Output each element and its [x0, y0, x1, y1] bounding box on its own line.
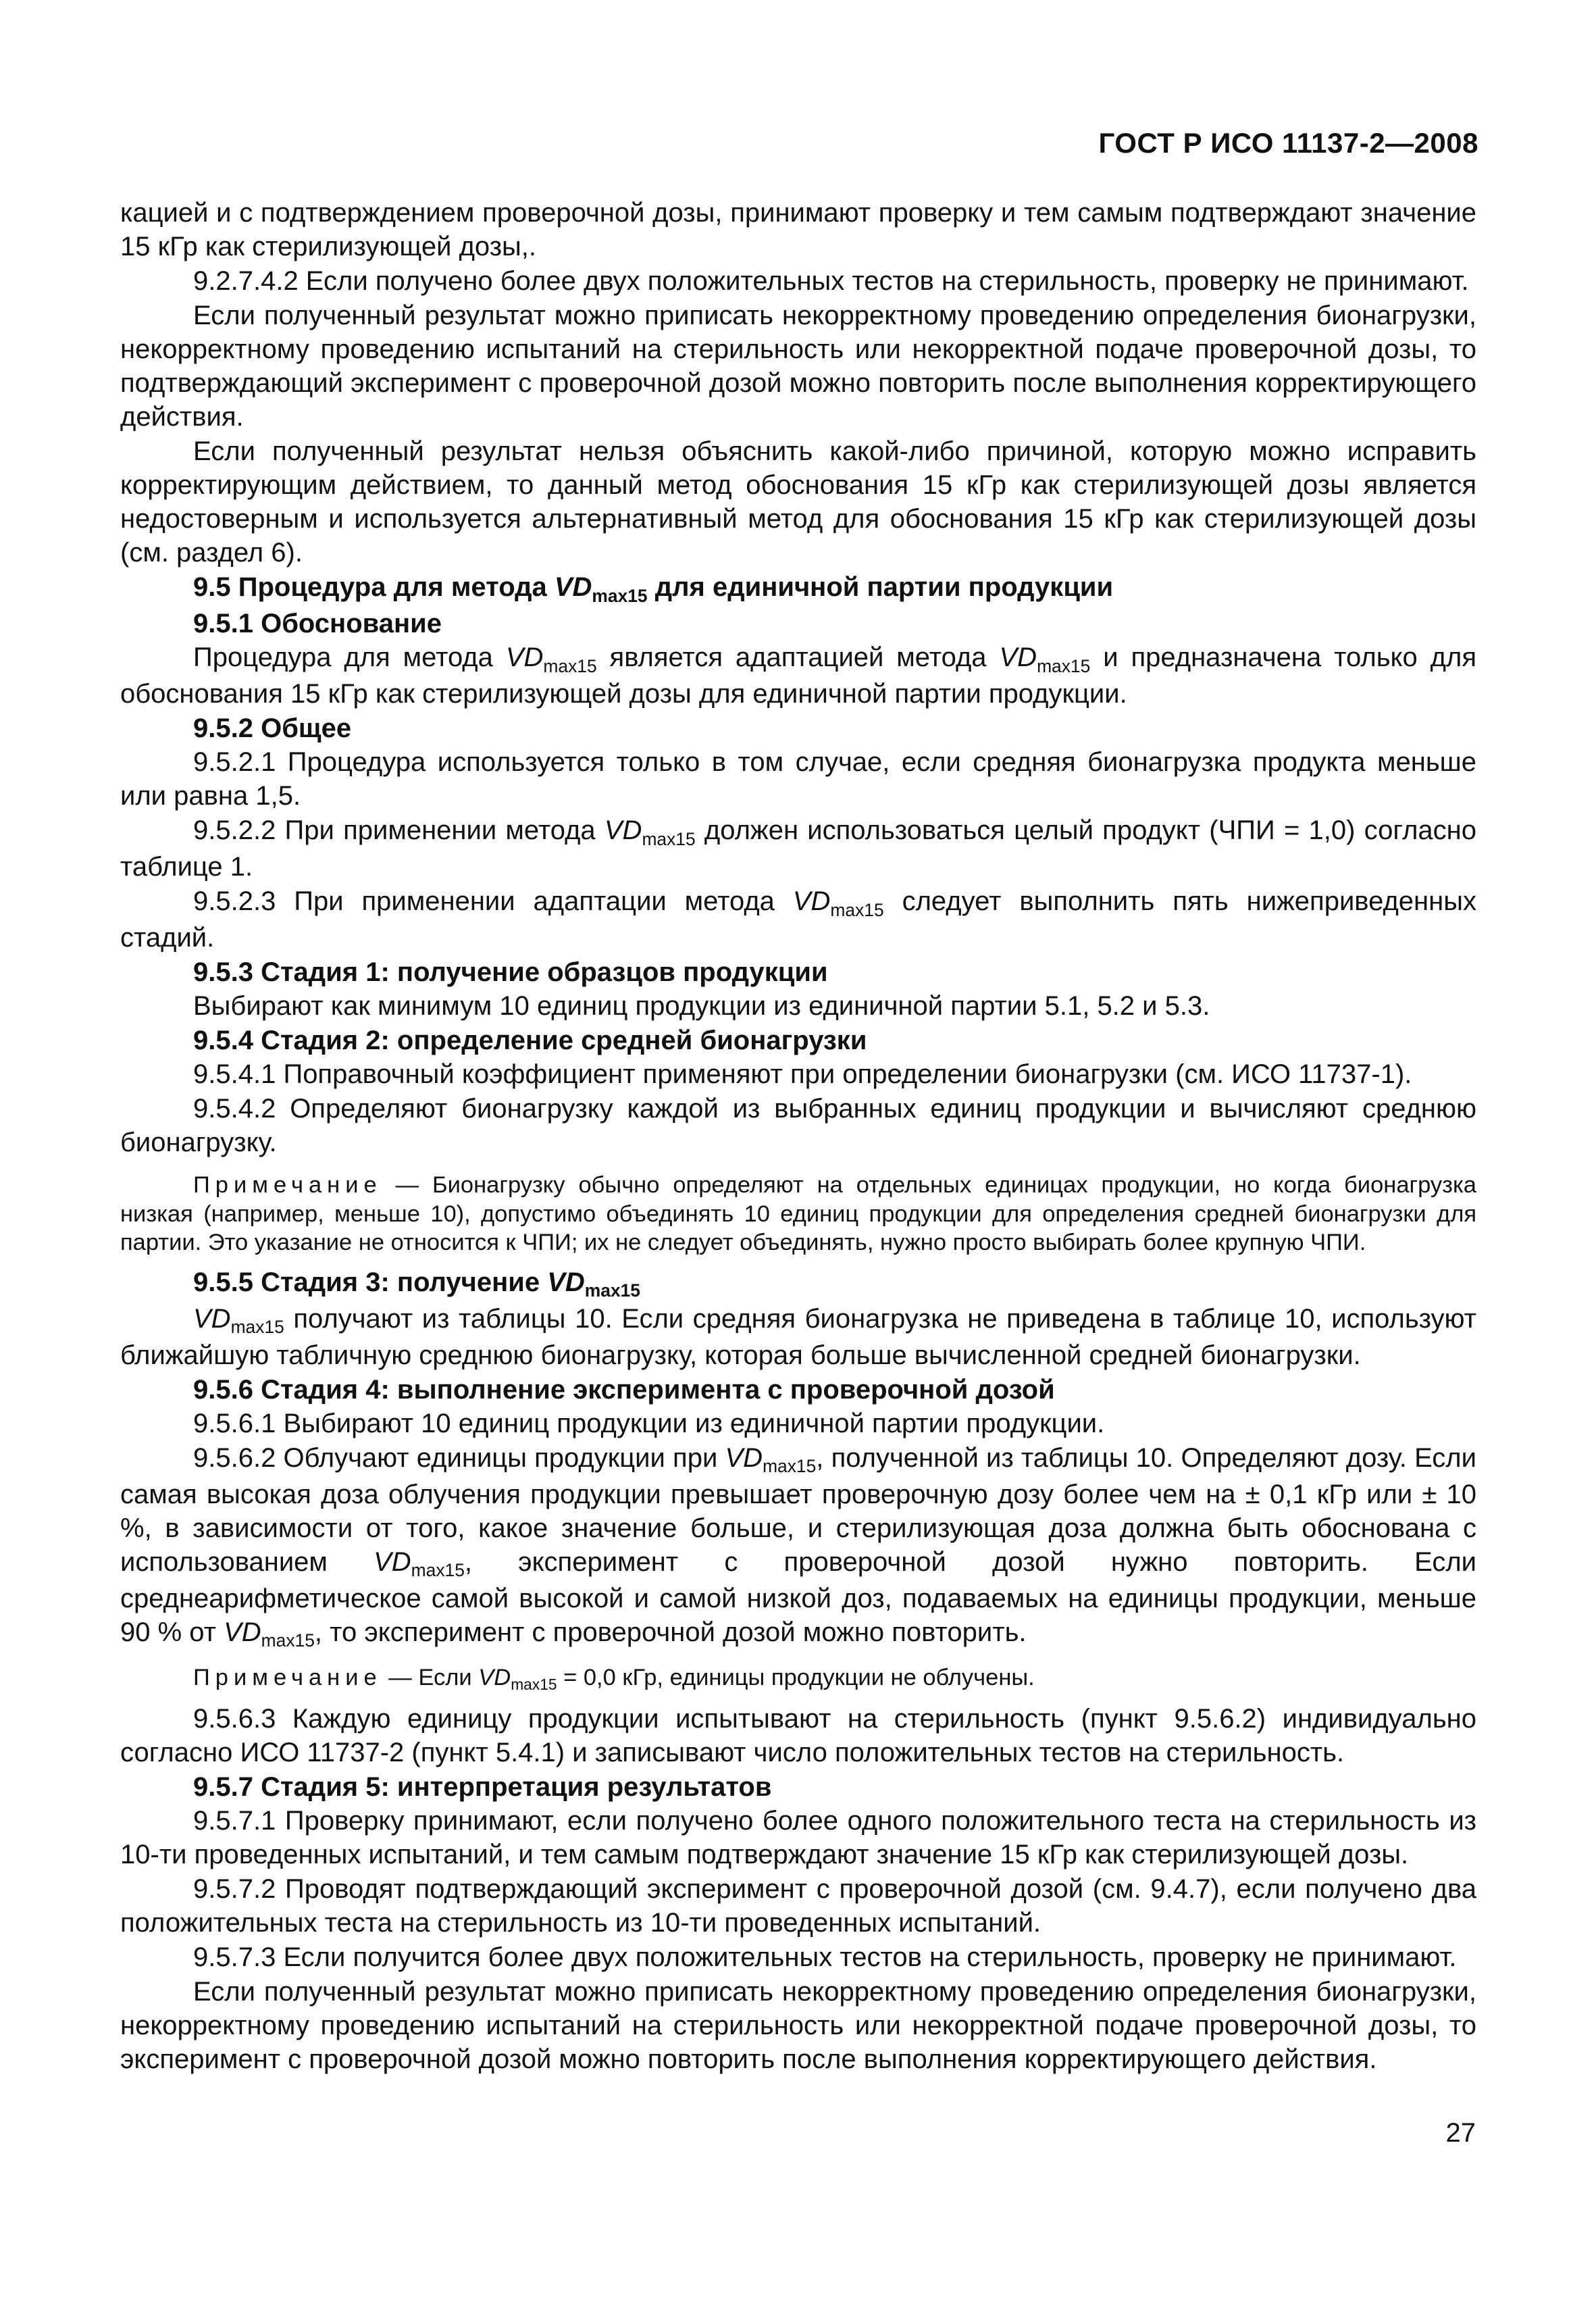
document-body [120, 196, 1476, 2077]
paragraph-9-5-4-2: 9.5.4.2 Определяют бионагрузку каждой из выбранных единиц продукции и вычисляют среднюю бионагрузку. [120, 1094, 1476, 1157]
note-text: = 0,0 кГр, единицы продукции не облучены. [557, 1664, 1035, 1690]
paragraph-9-5-2-3 [120, 884, 1476, 955]
paragraph-9-5-6-2 [120, 1441, 1476, 1652]
vd-subscript: max15 [411, 1560, 465, 1581]
note-bioburden [120, 1171, 1476, 1257]
heading-9-5-6: 9.5.6 Стадия 4: выполнение эксперимента с проверочной дозой [193, 1374, 1055, 1405]
vd-symbol: VD [554, 572, 592, 602]
text-run: , полученной из таблицы 10. Определяют дозу. Если самая высокая доза облучения продукции превышает проверочную дозу более чем на ± 0,1 кГр или ± 10 %, в зависимости от того, какое значение больше, и стерилизующая доза должна быть обоснована с использованием [120, 1442, 1476, 1577]
paragraph-9-5-3: Выбирают как минимум 10 единиц продукции из единичной партии 5.1, 5.2 и 5.3. [193, 991, 1210, 1021]
text-run: 9.5.6.2 Облучают единицы продукции при [193, 1442, 725, 1473]
vd-subscript: max15 [230, 1317, 284, 1338]
text-run: 9.5.2.2 При применении метода [193, 815, 604, 845]
heading-9-5-2: 9.5.2 Общее [193, 713, 352, 743]
heading-9-5-3: 9.5.3 Стадия 1: получение образцов продукции [193, 957, 828, 987]
note-label: Примечание [193, 1172, 382, 1198]
vd-subscript: max15 [1037, 655, 1091, 676]
text-run: должен использоваться целый продукт (ЧПИ = 1,0) согласно таблице 1. [120, 815, 1476, 882]
vd-subscript: max15 [763, 1456, 817, 1477]
vd-subscript: max15 [511, 1676, 557, 1694]
vd-subscript: max15 [592, 585, 648, 606]
heading-text: 9.5 Процедура для метода [193, 572, 555, 602]
vd-symbol: VD [547, 1267, 585, 1297]
page-number: 27 [1445, 2118, 1476, 2148]
text-run: , эксперимент с проверочной дозой нужно повторить. Если среднеарифметическое самой высокой и самой низкой доз, подаваемых на единицы продукции, меньше 90 % от [120, 1546, 1476, 1647]
text-run: 9.5.2.3 При применении адаптации метода [193, 886, 793, 916]
vd-subscript: max15 [584, 1280, 640, 1301]
text-run: получают из таблицы 10. Если средняя бионагрузка не приведена в таблице 10, используют ближайшую табличную среднюю бионагрузку, которая больше вычисленной средней бионагрузки. [120, 1303, 1476, 1370]
paragraph-9-5-7-3: 9.5.7.3 Если получится более двух положительных тестов на стерильность, проверку не принимают. [193, 1942, 1457, 1972]
paragraph-9-2-7-4-2: 9.2.7.4.2 Если получено более двух положительных тестов на стерильность, проверку не принимают. [193, 266, 1469, 296]
note-text: — Бионагрузку обычно определяют на отдельных единицах продукции, но когда бионагрузка низкая (например, меньше 10), допустимо объединять 10 единиц продукции для определения средней бионагрузки для партии. Это указание не относится к ЧПИ; их не следует объединять, нужно просто выбирать более крупную ЧПИ. [120, 1172, 1476, 1255]
note-label: Примечание [193, 1664, 382, 1690]
vd-symbol: VD [725, 1442, 763, 1473]
heading-9-5-7: 9.5.7 Стадия 5: интерпретация результатов [193, 1772, 772, 1802]
vd-subscript: max15 [642, 828, 696, 849]
vd-subscript: max15 [261, 1630, 315, 1651]
paragraph-9-5-6-3: 9.5.6.3 Каждую единицу продукции испытывают на стерильность (пункт 9.5.6.2) индивидуально согласно ИСО 11737-2 (пункт 5.4.1) и записывают число положительных тестов на стерильность. [120, 1704, 1476, 1767]
heading-9-5-1: 9.5.1 Обоснование [193, 609, 442, 638]
paragraph-method-invalid: Если полученный результат нельзя объяснить какой-либо причиной, которую можно исправить корректирующим действием, то данный метод обоснования 15 кГр как стерилизующей дозы является недостоверным и используется альтернативный метод для обоснования 15 кГр как стерилизующей дозы (см. раздел 6). [120, 436, 1476, 568]
vd-symbol: VD [374, 1546, 411, 1577]
vd-symbol: VD [224, 1617, 261, 1647]
note-zero-dose [120, 1663, 1476, 1694]
vd-symbol: VD [792, 886, 831, 916]
text-run: Процедура для метода [193, 643, 506, 672]
paragraph-9-5-5 [120, 1302, 1476, 1372]
paragraph-repeat-allowed-final: Если полученный результат можно приписать некорректному проведению определения бионагрузки, некорректному проведению испытаний на стерильность или некорректной подаче проверочной дозы, то эксперимент с проверочной дозой можно повторить после выполнения корректирующего действия. [120, 1977, 1476, 2074]
heading-text: 9.5.5 Стадия 3: получение [193, 1267, 548, 1297]
vd-symbol: VD [505, 643, 544, 672]
paragraph-9-5-4-1: 9.5.4.1 Поправочный коэффициент применяют при определении бионагрузки (см. ИСО 11737-1). [193, 1059, 1412, 1089]
paragraph-9-5-7-2: 9.5.7.2 Проводят подтверждающий эксперимент с проверочной дозой (см. 9.4.7), если получено два положительных теста на стерильность из 10-ти проведенных испытаний. [120, 1874, 1476, 1938]
paragraph-repeat-allowed: Если полученный результат можно приписать некорректному проведению определения бионагрузки, некорректному проведению испытаний на стерильность или некорректной подаче проверочной дозы, то подтверждающий эксперимент с проверочной дозой можно повторить после выполнения корректирующего действия. [120, 301, 1476, 432]
paragraph-9-5-1 [120, 640, 1476, 711]
paragraph-9-5-6-1: 9.5.6.1 Выбирают 10 единиц продукции из единичной партии продукции. [193, 1408, 1105, 1438]
vd-symbol: VD [604, 815, 642, 845]
vd-symbol: VD [193, 1303, 231, 1334]
vd-symbol: VD [478, 1664, 511, 1690]
document-id-header: ГОСТ Р ИСО 11137-2—2008 [1098, 127, 1478, 159]
text-run: следует выполнить пять нижеприведенных стадий. [120, 886, 1476, 953]
vd-subscript: max15 [543, 655, 597, 676]
paragraph-9-5-2-2 [120, 813, 1476, 884]
vd-subscript: max15 [830, 899, 884, 920]
note-text: — Если [382, 1664, 479, 1690]
text-run: и предназначена только для обоснования 15 кГр как стерилизующей дозы для единичной партии продукции. [120, 643, 1477, 709]
text-run: является адаптацией метода [596, 643, 1000, 672]
text-run: , то эксперимент с проверочной дозой можно повторить. [314, 1617, 1027, 1647]
paragraph-continuation: кацией и с подтверждением проверочной дозы, принимают проверку и тем самым подтверждают значение 15 кГр как стерилизующей дозы,. [120, 198, 1476, 261]
heading-text: для единичной партии продукции [647, 572, 1114, 602]
paragraph-9-5-7-1: 9.5.7.1 Проверку принимают, если получено более одного положительного теста на стерильность из 10-ти проведенных испытаний, и тем самым подтверждают значение 15 кГр как стерилизующей дозы. [120, 1806, 1476, 1869]
vd-symbol: VD [999, 643, 1037, 672]
heading-9-5 [120, 570, 1476, 607]
heading-9-5-4: 9.5.4 Стадия 2: определение средней бионагрузки [193, 1026, 867, 1055]
heading-9-5-5 [120, 1265, 1476, 1302]
paragraph-9-5-2-1: 9.5.2.1 Процедура используется только в том случае, если средняя бионагрузка продукта меньше или равна 1,5. [120, 747, 1476, 811]
